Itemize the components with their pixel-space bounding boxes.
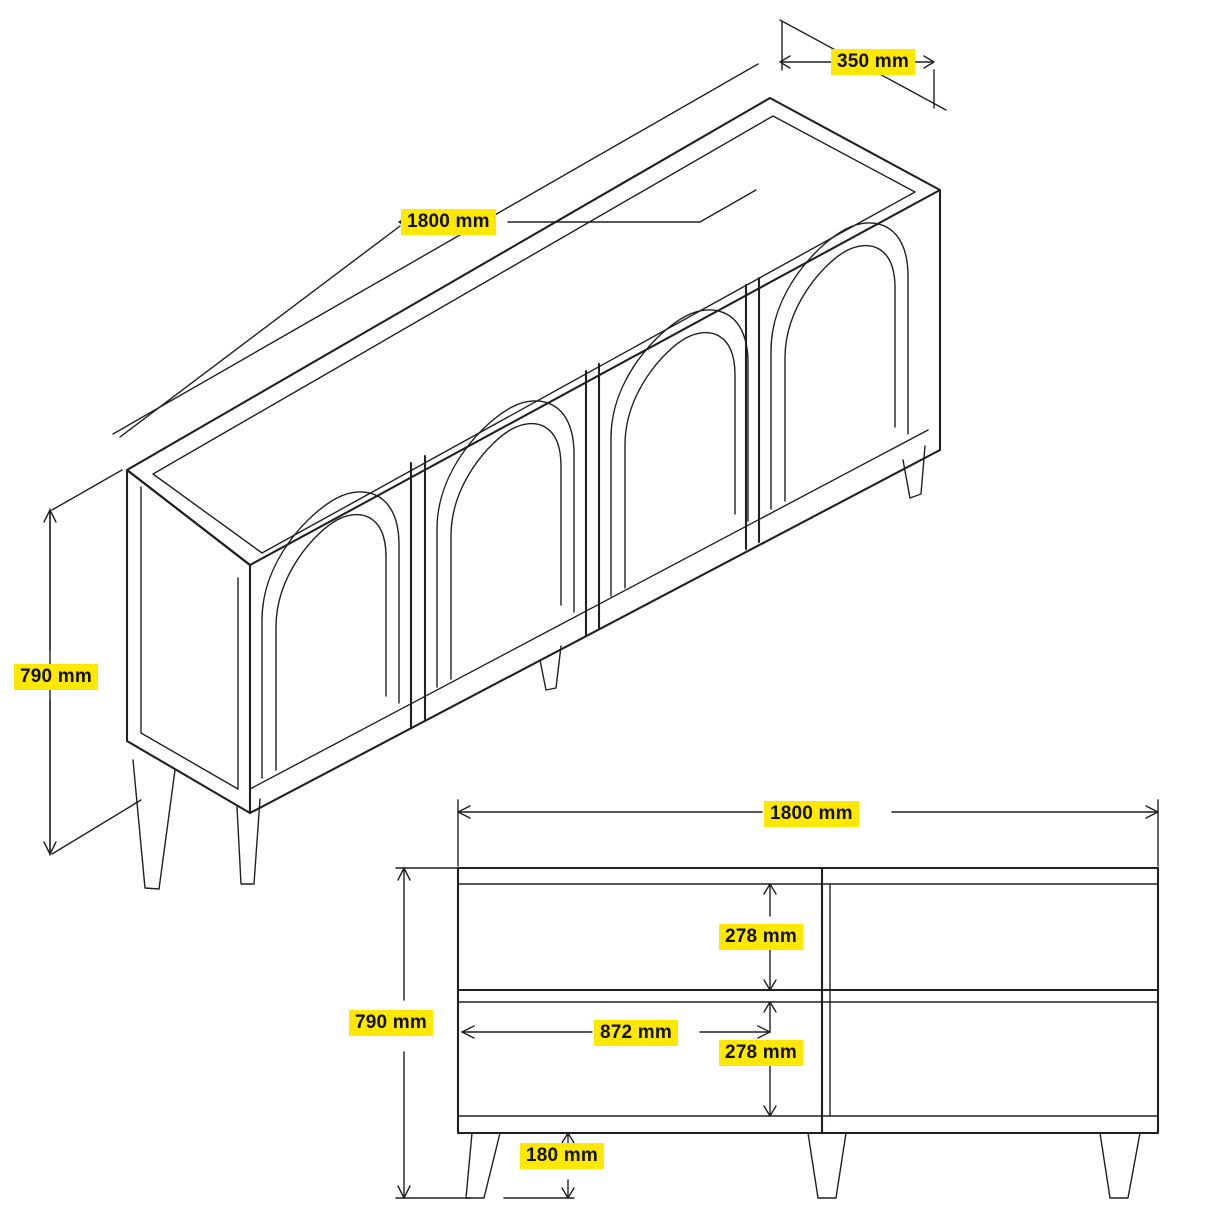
dimension-label-width-front: 1800 mm: [764, 801, 859, 827]
front-elevation-geometry: [396, 800, 1158, 1198]
dimension-label-height-left: 790 mm: [14, 664, 98, 690]
dimension-label-shelf-width: 872 mm: [594, 1020, 678, 1046]
dimension-label-compartment-upper-height: 278 mm: [719, 924, 803, 950]
dimension-label-compartment-lower-height: 278 mm: [719, 1040, 803, 1066]
isometric-view-geometry: [44, 20, 946, 889]
dimension-label-height-front: 790 mm: [349, 1010, 433, 1036]
dimension-label-width-top: 1800 mm: [401, 209, 496, 235]
dimension-label-leg-height: 180 mm: [520, 1143, 604, 1169]
dimension-label-depth-top: 350 mm: [831, 49, 915, 75]
